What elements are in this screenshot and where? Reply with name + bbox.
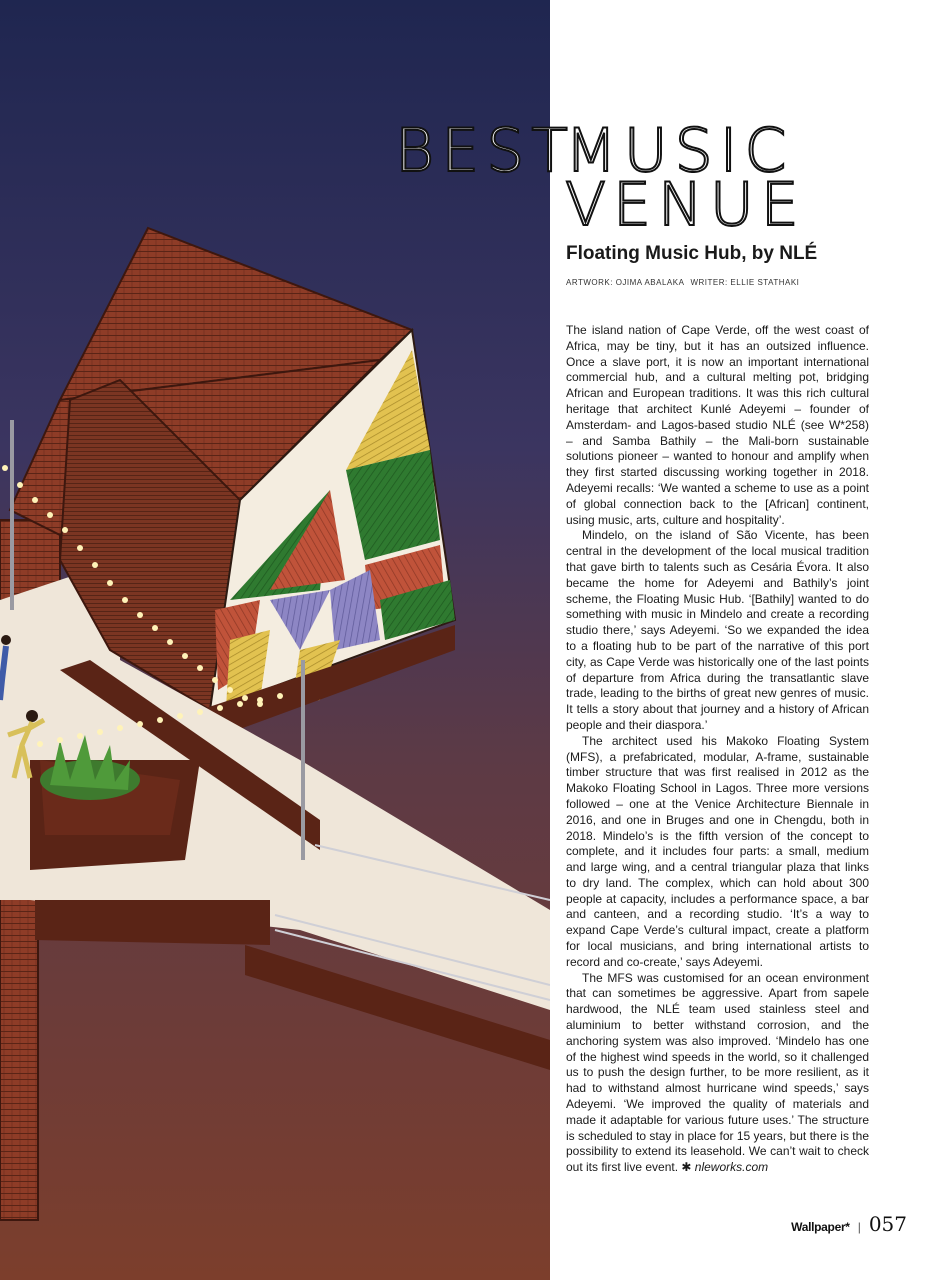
paragraph-4-text: The MFS was customised for an ocean environment that can sometimes be aggressive. Apart from sapele hardwood, the NLÉ team used stainless steel and aluminium to better withstand corrosion, and the anchoring system was also improved. ‘Mindelo has one of the highest wind speeds in the world, so it challenged us to push the design further, to be more resilient, as it had to withstand almost hurricane wind speeds,’ says Adeyemi. ‘We improved the quality of materials and made it adaptable for various future uses.’ The structure is scheduled to stay in place for 15 years, but there is the possibility to extend its leasehold. We can’t wait to check out its first live event. [566,970,869,1175]
paragraph-1: The island nation of Cape Verde, off the west coast of Africa, may be tiny, but it has an outsized influence. Once a slave port, it is now an important international commercial hub, and a cultural melting pot, bridging African and European traditions. It was this rich cultural heritage that architect Kunlé Adeyemi – founder of Amsterdam- and Lagos-based studio NLÉ (see W*258) – and Samba Bathily – the Mali-born sustainable solutions pioneer – wanted to honour and amplify when they first started discussing working together in 2018. Adeyemi recalls: ‘We wanted a scheme to use as a point of global connection back to the [African] continent, using music, arts, culture and hospitality’. [566,323,869,527]
headline-word-venue: VENUE [565,170,806,240]
subhead: Floating Music Hub, by NLÉ [566,243,818,264]
paragraph-3: The architect used his Makoko Floating System (MFS), a prefabricated, modular, A-frame, sustainable timber structure that was first realised in 2012 as the Makoko Floating School in Lagos. Three more versions followed – one at the Venice Architecture Biennale in 2016, and one in Bruges and one in Chengdu, both in 2018. Mindelo’s is the fifth version of the concept to complete, and it includes four parts: a small, medium and large wing, and a central triangular plaza that links to dry land. The complex, which can hold about 300 people at capacity, includes a performance space, a bar and canteen, and a recording studio. ‘It’s a way to expand Cape Verde’s cultural impact, create a platform for local musicians, and bring international artists to record and co-create,’ says Adeyemi. [566,733,869,969]
credits [566,278,799,287]
magazine-brand: Wallpaper* [791,1220,850,1234]
footer-separator: | [857,1220,861,1234]
headline [395,116,806,240]
paragraph-2: Mindelo, on the island of São Vicente, has been central in the development of the local musical tradition that gave birth to talents such as Cesária Évora. It also became the home for Adeyemi and Bathily’s joint scheme, the Floating Music Hub. ‘[Bathily] wanted to do something with music in Mindelo and create a recording studio there,’ says Adeyemi. ‘So we expanded the idea to a floating hub to be part of the narrative of this port city, as Cape Verde was historically one of the last points of departure from Africa during the transatlantic slave trade, leading to the births of great new genres of music. It tells a story about that journey and a history of African people and their diaspora.’ [566,528,869,732]
credit-writer: WRITER: ELLIE STATHAKI [690,278,800,287]
star-icon: ✱ [681,1160,692,1175]
page-number: 057 [868,1212,907,1236]
credit-artwork: ARTWORK: OJIMA ABALAKA [566,278,685,287]
website-link[interactable]: nleworks.com [694,1160,769,1175]
paragraph-4 [566,971,869,1176]
page-footer [791,1212,907,1236]
headline-word-music: MUSIC [565,116,794,186]
article-body [566,323,869,1176]
headline-word-best: BEST [395,116,575,186]
